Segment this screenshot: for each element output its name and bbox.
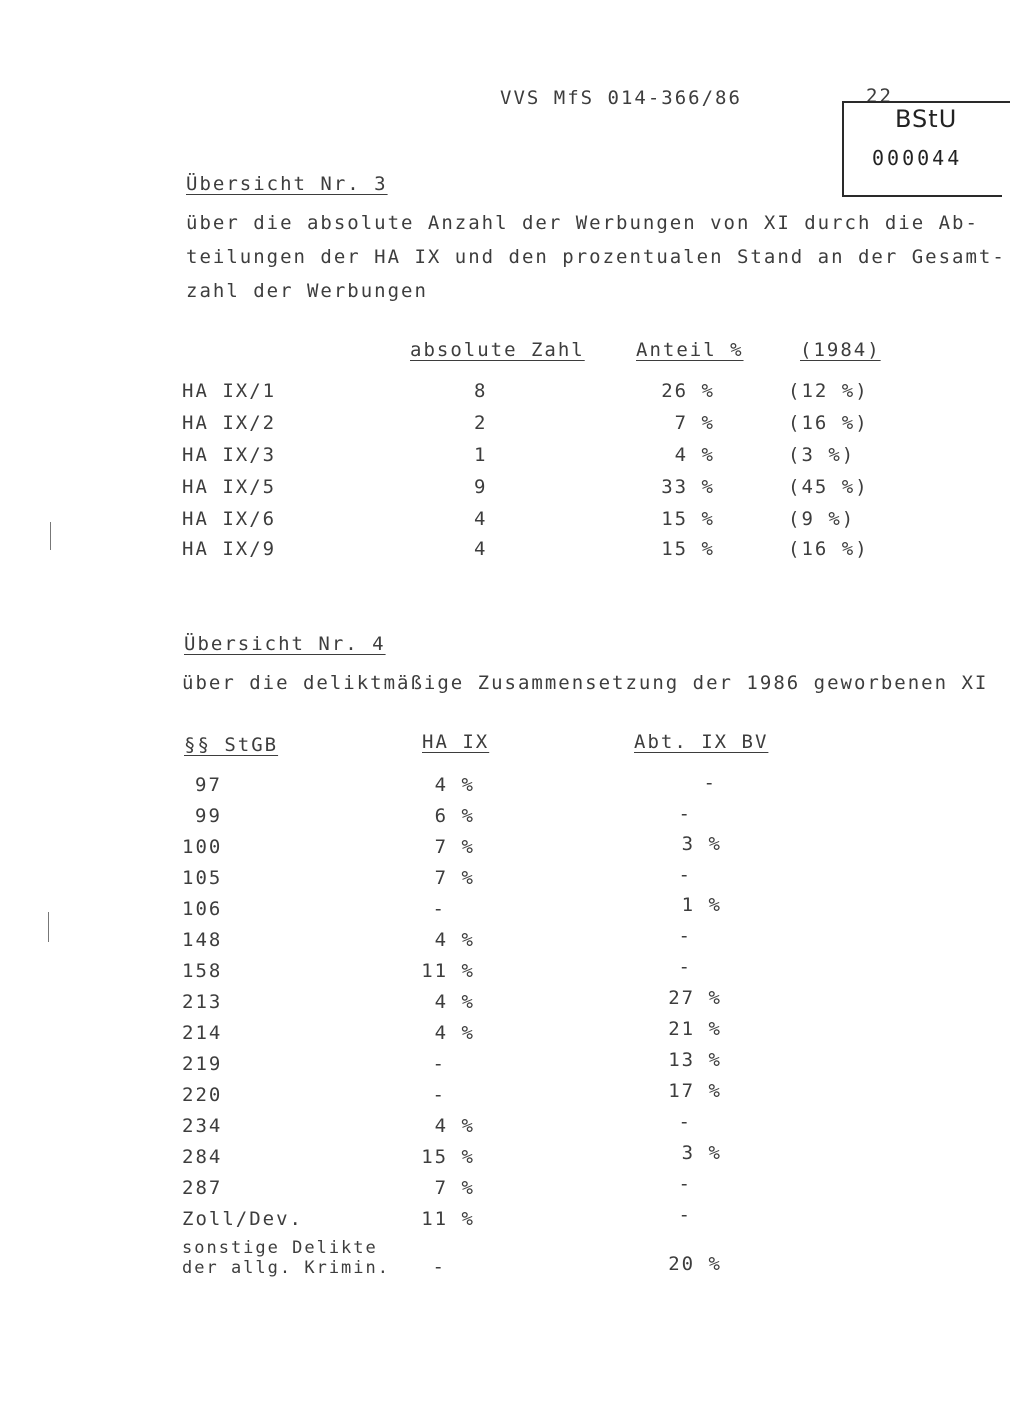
table-cell-ha-ix: - (432, 1256, 446, 1278)
table-cell-abt-ix-bv: 27 % (668, 987, 722, 1009)
table-cell-ha-ix: - (432, 1084, 446, 1106)
table-cell-1984: (3 %) (788, 444, 856, 466)
table-cell-paragraph: 105 (182, 867, 223, 889)
table-cell-1984: (16 %) (788, 538, 869, 560)
table-cell-abt-ix-bv: - (678, 1173, 692, 1195)
table-cell-ha-ix: 11 % (421, 960, 475, 982)
stamp-number: 000044 (872, 146, 963, 170)
table-cell-paragraph: sonstige Delikte der allg. Krimin. (182, 1238, 390, 1278)
table-cell-ha-ix: 6 % (434, 805, 475, 827)
table-cell-absolute: 9 (474, 476, 488, 498)
table-cell-paragraph: 100 (182, 836, 223, 858)
table-cell-ha-ix: 7 % (434, 1177, 475, 1199)
table-cell-abt-ix-bv: - (678, 1204, 692, 1226)
table-cell-paragraph: 214 (182, 1022, 223, 1044)
table-cell-ha-ix: 4 % (434, 1115, 475, 1137)
table-cell-ha-ix: 11 % (421, 1208, 475, 1230)
table-cell-paragraph: 99 (195, 805, 222, 827)
table-cell-paragraph: 220 (182, 1084, 223, 1106)
table-cell-1984: (16 %) (788, 412, 869, 434)
table-cell-paragraph: 284 (182, 1146, 223, 1168)
table-cell-ha-ix: 7 % (434, 867, 475, 889)
table-cell-abt-ix-bv: 17 % (668, 1080, 722, 1102)
table-cell-abt-ix-bv: 20 % (668, 1253, 722, 1275)
section4-heading: Übersicht Nr. 4 (184, 633, 386, 655)
table-cell-1984: (9 %) (788, 508, 856, 530)
table-cell-abt-ix-bv: - (703, 772, 717, 794)
table-cell-paragraph: 219 (182, 1053, 223, 1075)
table-cell-share: 7 % (674, 412, 715, 434)
table-cell-paragraph: 97 (195, 774, 222, 796)
table-cell-ha-ix: 7 % (434, 836, 475, 858)
table-cell-absolute: 8 (474, 380, 488, 402)
table-cell-ha-ix: - (432, 898, 446, 920)
column-header-absolute: absolute Zahl (410, 339, 585, 361)
table-cell-unit: HA IX/5 (182, 476, 277, 498)
table-cell-abt-ix-bv: 13 % (668, 1049, 722, 1071)
table-cell-ha-ix: 4 % (434, 929, 475, 951)
table-cell-unit: HA IX/3 (182, 444, 277, 466)
table-cell-absolute: 2 (474, 412, 488, 434)
table-cell-unit: HA IX/6 (182, 508, 277, 530)
table-cell-ha-ix: 4 % (434, 774, 475, 796)
table-cell-abt-ix-bv: - (678, 803, 692, 825)
table-cell-unit: HA IX/1 (182, 380, 277, 402)
table-cell-abt-ix-bv: 3 % (681, 1142, 722, 1164)
table-cell-absolute: 1 (474, 444, 488, 466)
section3-description-line: über die absolute Anzahl der Werbungen von XI durch die Ab- (186, 212, 979, 234)
column-header-1984: (1984) (800, 339, 881, 361)
stamp-bottom-line (842, 195, 1002, 197)
table-cell-abt-ix-bv: 3 % (681, 833, 722, 855)
table-cell-unit: HA IX/2 (182, 412, 277, 434)
table-cell-paragraph: 234 (182, 1115, 223, 1137)
table-cell-paragraph: 106 (182, 898, 223, 920)
document-reference: VVS MfS 014-366/86 (500, 87, 742, 109)
table-cell-paragraph: 213 (182, 991, 223, 1013)
section4-description: über die deliktmäßige Zusammensetzung der 1986 geworbenen XI (182, 672, 989, 694)
column-header-paragraph: §§ StGB (184, 734, 279, 756)
table-cell-paragraph: 148 (182, 929, 223, 951)
table-cell-1984: (12 %) (788, 380, 869, 402)
section3-heading: Übersicht Nr. 3 (186, 173, 388, 195)
table-cell-ha-ix: 4 % (434, 991, 475, 1013)
column-header-ha-ix: HA IX (422, 731, 490, 753)
stamp-title: BStU (895, 105, 958, 133)
table-cell-abt-ix-bv: 1 % (681, 894, 722, 916)
table-cell-share: 33 % (661, 476, 715, 498)
table-cell-share: 26 % (661, 380, 715, 402)
table-cell-absolute: 4 (474, 538, 488, 560)
section3-description-line: zahl der Werbungen (186, 280, 428, 302)
table-cell-paragraph: Zoll/Dev. (182, 1208, 303, 1230)
table-cell-paragraph: 287 (182, 1177, 223, 1199)
table-cell-ha-ix: 4 % (434, 1022, 475, 1044)
table-cell-share: 4 % (674, 444, 715, 466)
punch-mark (48, 912, 49, 942)
section3-description-line: teilungen der HA IX und den prozentualen Stand an der Gesamt- (186, 246, 1006, 268)
table-cell-ha-ix: - (432, 1053, 446, 1075)
table-cell-abt-ix-bv: - (678, 864, 692, 886)
punch-mark (50, 522, 51, 550)
table-cell-abt-ix-bv: - (678, 956, 692, 978)
table-cell-unit: HA IX/9 (182, 538, 277, 560)
table-cell-paragraph: 158 (182, 960, 223, 982)
table-cell-abt-ix-bv: 21 % (668, 1018, 722, 1040)
column-header-abt-ix-bv: Abt. IX BV (634, 731, 769, 753)
table-cell-share: 15 % (661, 538, 715, 560)
table-cell-absolute: 4 (474, 508, 488, 530)
table-cell-abt-ix-bv: - (678, 1111, 692, 1133)
table-cell-share: 15 % (661, 508, 715, 530)
column-header-share: Anteil % (636, 339, 744, 361)
table-cell-abt-ix-bv: - (678, 925, 692, 947)
table-cell-ha-ix: 15 % (421, 1146, 475, 1168)
page-number: 22 (866, 85, 893, 107)
table-cell-1984: (45 %) (788, 476, 869, 498)
